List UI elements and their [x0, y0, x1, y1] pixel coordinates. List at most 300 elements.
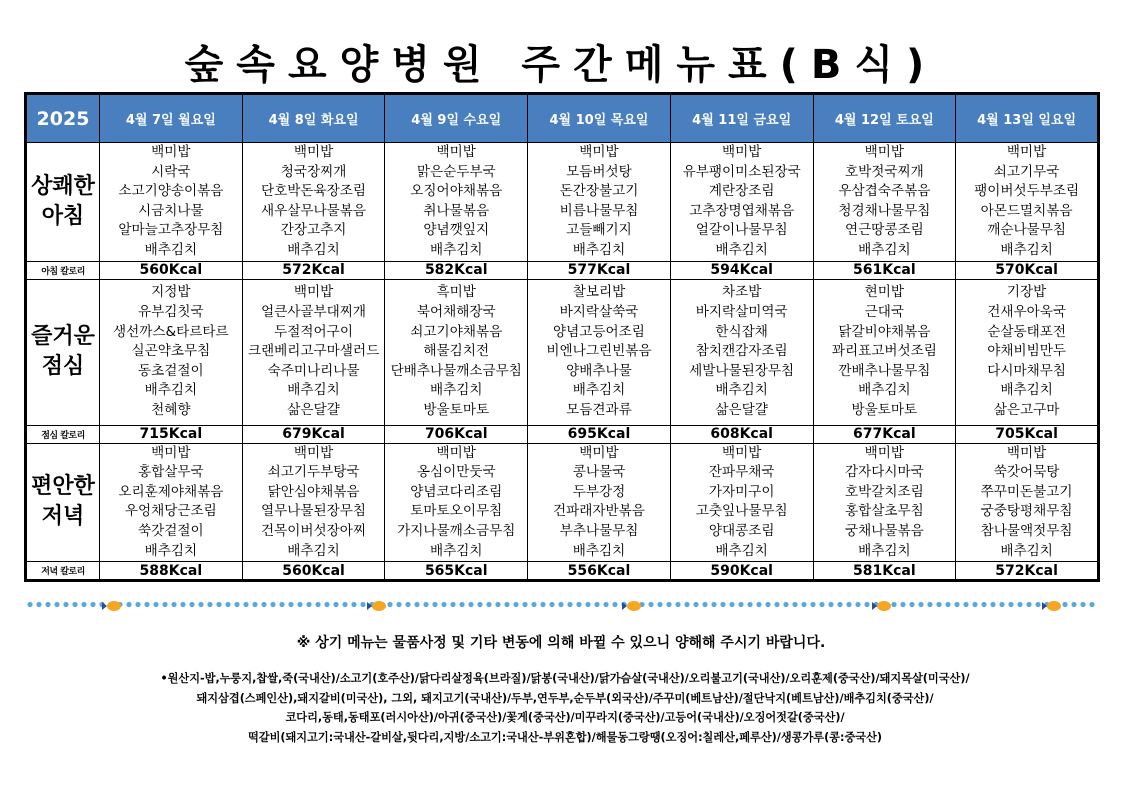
wave-dot	[1035, 602, 1040, 607]
wave-dot	[909, 602, 914, 607]
wave-dot	[792, 602, 797, 607]
menu-item: 토마토오이무침	[410, 503, 503, 520]
wave-dot	[423, 602, 428, 607]
menu-cell-fri	[670, 279, 813, 425]
wave-dot	[207, 602, 212, 607]
menu-item: 닭갈비야채볶음	[838, 323, 931, 340]
menu-item: 배추김치	[287, 382, 340, 399]
wave-dot	[180, 602, 185, 607]
menu-item: 현미밥	[864, 284, 905, 301]
menu-item: 백미밥	[579, 444, 619, 461]
menu-item: 옹심이만둣국	[416, 464, 496, 481]
calorie-value: 560Kcal	[242, 562, 385, 581]
menu-item: 배추김치	[144, 241, 198, 258]
wave-dot	[360, 602, 365, 607]
origin-line: 떡갈비(돼지고기:국내산-갈비살,뒷다리,지방/소고기:국내산-부위혼합)/해물동그랑땡(오징어:칠레산,페루산)/생콩가루(콩:중국산)	[247, 730, 883, 744]
menu-item: 비엔나그린빈볶음	[546, 343, 652, 360]
meal-label	[26, 279, 100, 425]
menu-item: 숙주미나리나물	[267, 362, 360, 379]
menu-item: 우엉채당근조림	[124, 503, 217, 520]
wave-dot	[1062, 602, 1067, 607]
wave-dot	[459, 602, 464, 607]
menu-item: 배추김치	[144, 382, 198, 399]
calorie-value: 608Kcal	[670, 425, 813, 443]
wave-dot	[657, 602, 662, 607]
menu-item: 바지락살미역국	[695, 304, 788, 321]
wave-dot	[126, 602, 131, 607]
calorie-value: 570Kcal	[956, 261, 1099, 279]
wave-dot	[684, 602, 689, 607]
menu-item: 쑥갓겉절이	[138, 522, 204, 539]
menu-item: 열무나물된장무침	[261, 503, 367, 520]
menu-item: 배추김치	[572, 241, 626, 258]
menu-item: 삶은달걀	[287, 402, 340, 419]
menu-item: 배추김치	[1000, 542, 1053, 559]
wave-dot	[270, 602, 275, 607]
wave-dot	[828, 602, 833, 607]
calorie-label: 아침 칼로리	[26, 261, 100, 279]
menu-item: 모듬견과류	[566, 402, 632, 419]
menu-item: 참치캔감자조림	[695, 343, 788, 360]
menu-item: 청국장찌개	[280, 163, 347, 180]
wave-dot	[342, 602, 347, 607]
menu-item: 흑미밥	[436, 284, 476, 301]
wave-dot	[594, 602, 599, 607]
wave-dot	[27, 602, 32, 607]
calorie-row	[26, 261, 1099, 279]
wave-dot	[738, 602, 743, 607]
menu-item: 북어채해장국	[416, 304, 496, 321]
wave-dot	[1071, 602, 1076, 607]
meal-label-line: 즐거운	[31, 324, 95, 350]
wave-dot	[333, 602, 338, 607]
wave-dot	[576, 602, 581, 607]
menu-item: 백미밥	[721, 144, 762, 160]
wave-dot	[729, 602, 734, 607]
wave-dot	[171, 602, 176, 607]
wave-dot	[225, 602, 230, 607]
meal-label	[26, 443, 100, 562]
menu-cell-mon	[100, 143, 243, 262]
meal-label	[26, 143, 100, 262]
meal-label-line: 아침	[41, 203, 85, 229]
menu-item: 두절적어구이	[274, 323, 353, 340]
menu-item: 참나물액젓무침	[980, 522, 1073, 539]
menu-item: 홍합살무국	[138, 464, 204, 481]
origin-line: 코다리,동태,동태포(러시아산)/아귀(중국산)/꽃게(중국산)/미꾸라지(중국산)/고등어(국내산)/오징어젓갈(중국산)/	[285, 711, 845, 724]
menu-item: 계란장조림	[708, 183, 775, 200]
menu-item: 깐배추나물무침	[838, 362, 931, 379]
menu-item: 건파래자반볶음	[553, 503, 645, 520]
wave-dot	[252, 602, 257, 607]
wave-dot	[900, 602, 905, 607]
wave-dot	[846, 602, 851, 607]
wave-dot	[306, 602, 311, 607]
wave-dot	[468, 602, 473, 607]
wave-dot	[288, 602, 293, 607]
wave-dot	[162, 602, 167, 607]
menu-item: 천혜향	[151, 402, 191, 419]
menu-item: 고들빼기지	[566, 222, 632, 239]
menu-item: 차조밥	[721, 284, 762, 301]
menu-item: 배추김치	[287, 542, 340, 559]
calorie-label: 저녁 칼로리	[26, 562, 100, 581]
menu-item: 오징어야채볶음	[410, 183, 503, 200]
menu-item: 쇠고기무국	[993, 163, 1060, 180]
menu-item: 배추김치	[287, 241, 340, 258]
calorie-value: 556Kcal	[528, 562, 671, 581]
wave-dot	[747, 602, 752, 607]
menu-item: 백미밥	[293, 284, 334, 301]
menu-item: 맑은순두부국	[416, 163, 496, 180]
menu-cell-sat	[813, 279, 956, 425]
calorie-value: 594Kcal	[670, 261, 813, 279]
wave-dot	[1089, 602, 1094, 607]
day-header-sun: 4월 13일 일요일	[956, 94, 1099, 143]
wave-dot	[144, 602, 149, 607]
menu-item: 얼큰사골부대찌개	[261, 304, 367, 321]
wave-dot	[945, 602, 950, 607]
menu-item: 건새우아욱국	[987, 304, 1066, 321]
wave-dot	[486, 602, 491, 607]
menu-cell-wed	[385, 279, 528, 425]
menu-item: 건목이버섯장아찌	[261, 522, 367, 539]
wave-dot	[1080, 602, 1085, 607]
wave-dot	[783, 602, 788, 607]
wave-dot	[405, 602, 410, 607]
wave-dot	[477, 602, 482, 607]
calorie-value: 715Kcal	[100, 425, 243, 443]
menu-item: 궁중탕평채무침	[980, 503, 1073, 520]
menu-item: 새우살무나물볶음	[261, 202, 367, 219]
menu-item: 백미밥	[579, 144, 619, 160]
wave-dot	[315, 602, 320, 607]
wave-dot	[702, 602, 707, 607]
meal-row	[26, 443, 1099, 562]
menu-cell-sun	[956, 279, 1099, 425]
calorie-row	[26, 562, 1099, 581]
meal-row	[26, 279, 1099, 425]
menu-item: 백미밥	[1006, 444, 1047, 461]
wave-dot	[1026, 602, 1031, 607]
menu-item: 실곤약초무침	[131, 343, 211, 360]
menu-item: 홍합살초무침	[844, 503, 924, 520]
menu-cell-wed	[385, 443, 528, 562]
menu-item: 잔파무채국	[708, 464, 775, 481]
wave-dot	[936, 602, 941, 607]
wave-dot	[1008, 602, 1013, 607]
wave-dot	[855, 602, 860, 607]
menu-item: 얼갈이나물무침	[695, 222, 788, 239]
calorie-value: 572Kcal	[956, 562, 1099, 581]
header-row	[26, 94, 1099, 143]
wave-dot	[720, 602, 725, 607]
menu-item: 취나물볶음	[423, 202, 490, 219]
menu-item: 배추김치	[429, 241, 483, 258]
wave-dot	[648, 602, 653, 607]
menu-item: 비름나물무침	[559, 202, 639, 219]
calorie-value: 588Kcal	[100, 562, 243, 581]
wave-dot	[54, 602, 59, 607]
wave-dot	[612, 602, 617, 607]
menu-cell-thu	[528, 279, 671, 425]
menu-item: 야채비빔만두	[987, 343, 1066, 360]
wave-dot	[864, 602, 869, 607]
menu-item: 꽈리표고버섯조림	[831, 343, 937, 360]
day-header-sat: 4월 12일 토요일	[813, 94, 956, 143]
menu-item: 기장밥	[1006, 284, 1047, 301]
day-header-wed: 4월 9일 수요일	[385, 94, 528, 143]
menu-item: 콩나물국	[572, 464, 626, 481]
wave-dot	[972, 602, 977, 607]
meal-label-line: 상쾌한	[31, 173, 95, 199]
wave-dot	[693, 602, 698, 607]
wave-dot	[45, 602, 50, 607]
year-header: 2025	[26, 94, 100, 143]
wave-dot	[513, 602, 518, 607]
wave-dot	[432, 602, 437, 607]
menu-item: 쭈꾸미돈불고기	[980, 483, 1073, 500]
menu-item: 근대국	[864, 304, 905, 321]
calorie-value: 677Kcal	[813, 425, 956, 443]
menu-item: 백미밥	[151, 444, 191, 461]
menu-item: 모듬버섯탕	[566, 163, 632, 180]
menu-item: 청경채나물무침	[838, 202, 931, 219]
menu-item: 유부팽이미소된장국	[682, 163, 801, 180]
menu-item: 유부김칫국	[138, 304, 204, 321]
calorie-label: 점심 칼로리	[26, 425, 100, 443]
menu-item: 백미밥	[293, 144, 334, 160]
menu-item: 궁채나물볶음	[844, 522, 924, 539]
menu-item: 배추김치	[858, 241, 911, 258]
wave-dot	[999, 602, 1004, 607]
menu-item: 바지락살쑥국	[559, 304, 639, 321]
menu-cell-mon	[100, 443, 243, 562]
menu-item: 연근땅콩조림	[844, 222, 924, 239]
menu-item: 양배추나물	[566, 362, 632, 379]
menu-item: 백미밥	[864, 144, 905, 160]
menu-item: 양념코다리조림	[410, 483, 503, 500]
day-header-mon: 4월 7일 월요일	[100, 94, 243, 143]
wave-dot	[801, 602, 806, 607]
wave-dot	[531, 602, 536, 607]
menu-item: 고추장명엽채볶음	[689, 202, 795, 219]
calorie-value: 572Kcal	[242, 261, 385, 279]
menu-item: 깨순나물무침	[987, 222, 1066, 239]
calorie-value: 581Kcal	[813, 562, 956, 581]
wave-dot	[216, 602, 221, 607]
menu-item: 단호박돈육장조림	[261, 183, 367, 200]
menu-cell-sat	[813, 443, 956, 562]
menu-item: 배추김치	[1000, 241, 1053, 258]
wave-dot	[414, 602, 419, 607]
menu-cell-mon	[100, 279, 243, 425]
wave-dot	[198, 602, 203, 607]
origin-line: •원산지-밥,누룽지,찹쌀,죽(국내산)/소고기(호주산)/닭다리살정육(브라질)/닭봉(국내산)/닭가슴살(국내산)/오리불고기(국내산)/오리훈제(중국산)/돼지목살(미국산)/	[160, 672, 970, 685]
page-title: 숲속요양병원 주간메뉴표(B식)	[184, 42, 938, 88]
menu-item: 크랜베리고구마샐러드	[247, 343, 380, 360]
menu-item: 동초겉절이	[138, 362, 204, 379]
wave-dot	[324, 602, 329, 607]
menu-cell-sun	[956, 443, 1099, 562]
menu-item: 가지나물깨소금무침	[397, 522, 516, 539]
wave-dot	[540, 602, 545, 607]
wave-dot	[261, 602, 266, 607]
wave-dot	[297, 602, 302, 607]
wave-dot	[135, 602, 140, 607]
wave-dot	[549, 602, 554, 607]
calorie-value: 560Kcal	[100, 261, 243, 279]
calorie-value: 590Kcal	[670, 562, 813, 581]
wave-dot	[711, 602, 716, 607]
wave-dot	[234, 602, 239, 607]
wave-dot	[891, 602, 896, 607]
menu-item: 세발나물된장무침	[689, 362, 795, 379]
menu-item: 두부강정	[572, 483, 626, 500]
menu-item: 배추김치	[715, 382, 768, 399]
wave-dot	[279, 602, 284, 607]
menu-cell-wed	[385, 143, 528, 262]
menu-item: 부추나물무침	[559, 522, 639, 539]
calorie-value: 706Kcal	[385, 425, 528, 443]
meal-row	[26, 143, 1099, 262]
wave-dot	[450, 602, 455, 607]
menu-item: 시금치나물	[138, 202, 204, 219]
wave-dot	[387, 602, 392, 607]
calorie-value: 561Kcal	[813, 261, 956, 279]
calorie-value: 679Kcal	[242, 425, 385, 443]
menu-item: 한식잡채	[715, 323, 768, 340]
menu-item: 배추김치	[572, 542, 626, 559]
wave-dot	[603, 602, 608, 607]
wave-dot	[36, 602, 41, 607]
wave-dot	[63, 602, 68, 607]
wave-dot	[981, 602, 986, 607]
menu-item: 백미밥	[721, 444, 762, 461]
menu-item: 가자미구이	[708, 483, 775, 500]
menu-item: 배추김치	[858, 382, 911, 399]
wave-dot	[243, 602, 248, 607]
wave-dot	[1017, 602, 1022, 607]
weekly-menu-table	[24, 92, 1100, 582]
meal-label-line: 저녁	[41, 504, 85, 530]
menu-item: 배추김치	[429, 542, 483, 559]
menu-item: 소고기양송이볶음	[118, 183, 224, 200]
wave-dot	[666, 602, 671, 607]
wave-dot	[585, 602, 590, 607]
menu-item: 아몬드멸치볶음	[980, 202, 1073, 219]
wave-dot	[351, 602, 356, 607]
wave-dot	[72, 602, 77, 607]
menu-cell-fri	[670, 443, 813, 562]
menu-item: 쑥갓어묵탕	[993, 464, 1060, 481]
menu-item: 쇠고기두부탕국	[267, 464, 360, 481]
wave-dot	[504, 602, 509, 607]
day-header-fri: 4월 11일 금요일	[670, 94, 813, 143]
wave-dot	[819, 602, 824, 607]
calorie-row	[26, 425, 1099, 443]
menu-item: 백미밥	[436, 144, 476, 160]
menu-item: 간장고추지	[280, 222, 347, 239]
menu-item: 배추김치	[1000, 382, 1053, 399]
menu-item: 배추김치	[715, 542, 768, 559]
menu-item: 배추김치	[429, 382, 483, 399]
menu-item: 배추김치	[572, 382, 626, 399]
menu-cell-thu	[528, 443, 671, 562]
menu-item: 호박갈치조림	[844, 483, 924, 500]
menu-item: 삶은고구마	[993, 402, 1060, 419]
wave-dot	[990, 602, 995, 607]
menu-item: 양념고등어조림	[553, 323, 645, 340]
menu-item: 고춧잎나물무침	[695, 503, 788, 520]
meal-label-line: 편안한	[31, 474, 95, 500]
wave-dot	[189, 602, 194, 607]
wave-dot	[810, 602, 815, 607]
calorie-value: 695Kcal	[528, 425, 671, 443]
menu-item: 우삼겹숙주볶음	[838, 183, 931, 200]
wave-dot	[963, 602, 968, 607]
menu-item: 백미밥	[436, 444, 476, 461]
menu-item: 오리훈제야채볶음	[118, 483, 224, 500]
wave-dot	[396, 602, 401, 607]
menu-item: 닭안심야채볶음	[267, 483, 360, 500]
menu-item: 팽이버섯두부조림	[974, 183, 1080, 200]
wave-dot	[837, 602, 842, 607]
wave-dot	[954, 602, 959, 607]
menu-item: 방울토마토	[851, 402, 918, 419]
menu-cell-sat	[813, 143, 956, 262]
menu-item: 찰보리밥	[572, 284, 626, 301]
wave-dot	[90, 602, 95, 607]
day-header-tue: 4월 8일 화요일	[242, 94, 385, 143]
menu-item: 방울토마토	[423, 402, 490, 419]
menu-item: 백미밥	[151, 144, 191, 160]
menu-item: 배추김치	[858, 542, 911, 559]
menu-cell-fri	[670, 143, 813, 262]
menu-item: 생선까스&타르타르	[113, 323, 229, 340]
menu-item: 백미밥	[293, 444, 334, 461]
menu-item: 돈간장불고기	[559, 183, 639, 200]
wave-dot	[81, 602, 86, 607]
menu-item: 해물김치전	[423, 343, 490, 360]
change-notice: ※ 상기 메뉴는 물품사정 및 기타 변동에 의해 바뀔 수 있으니 양해해 주시기 바랍니다.	[296, 635, 826, 651]
origin-info	[40, 669, 1090, 747]
calorie-value: 577Kcal	[528, 261, 671, 279]
menu-item: 백미밥	[1006, 144, 1047, 160]
wave-dot	[765, 602, 770, 607]
menu-item: 양념깻잎지	[423, 222, 490, 239]
wave-dot	[153, 602, 158, 607]
decorative-wave-border	[24, 598, 1100, 614]
menu-item: 단배추나물깨소금무침	[390, 362, 522, 379]
menu-item: 양대콩조림	[708, 522, 775, 539]
menu-item: 다시마채무침	[987, 362, 1066, 379]
menu-cell-tue	[242, 443, 385, 562]
meal-label-line: 점심	[41, 354, 85, 380]
calorie-value: 705Kcal	[956, 425, 1099, 443]
day-header-thu: 4월 10일 목요일	[528, 94, 671, 143]
wave-dot	[756, 602, 761, 607]
menu-cell-tue	[242, 143, 385, 262]
wave-dot	[927, 602, 932, 607]
wave-dot	[774, 602, 779, 607]
wave-dot	[567, 602, 572, 607]
menu-item: 지정밥	[151, 284, 191, 301]
wave-dot	[522, 602, 527, 607]
menu-item: 순살동태포전	[987, 323, 1066, 340]
menu-item: 시락국	[151, 163, 191, 180]
menu-item: 백미밥	[864, 444, 905, 461]
